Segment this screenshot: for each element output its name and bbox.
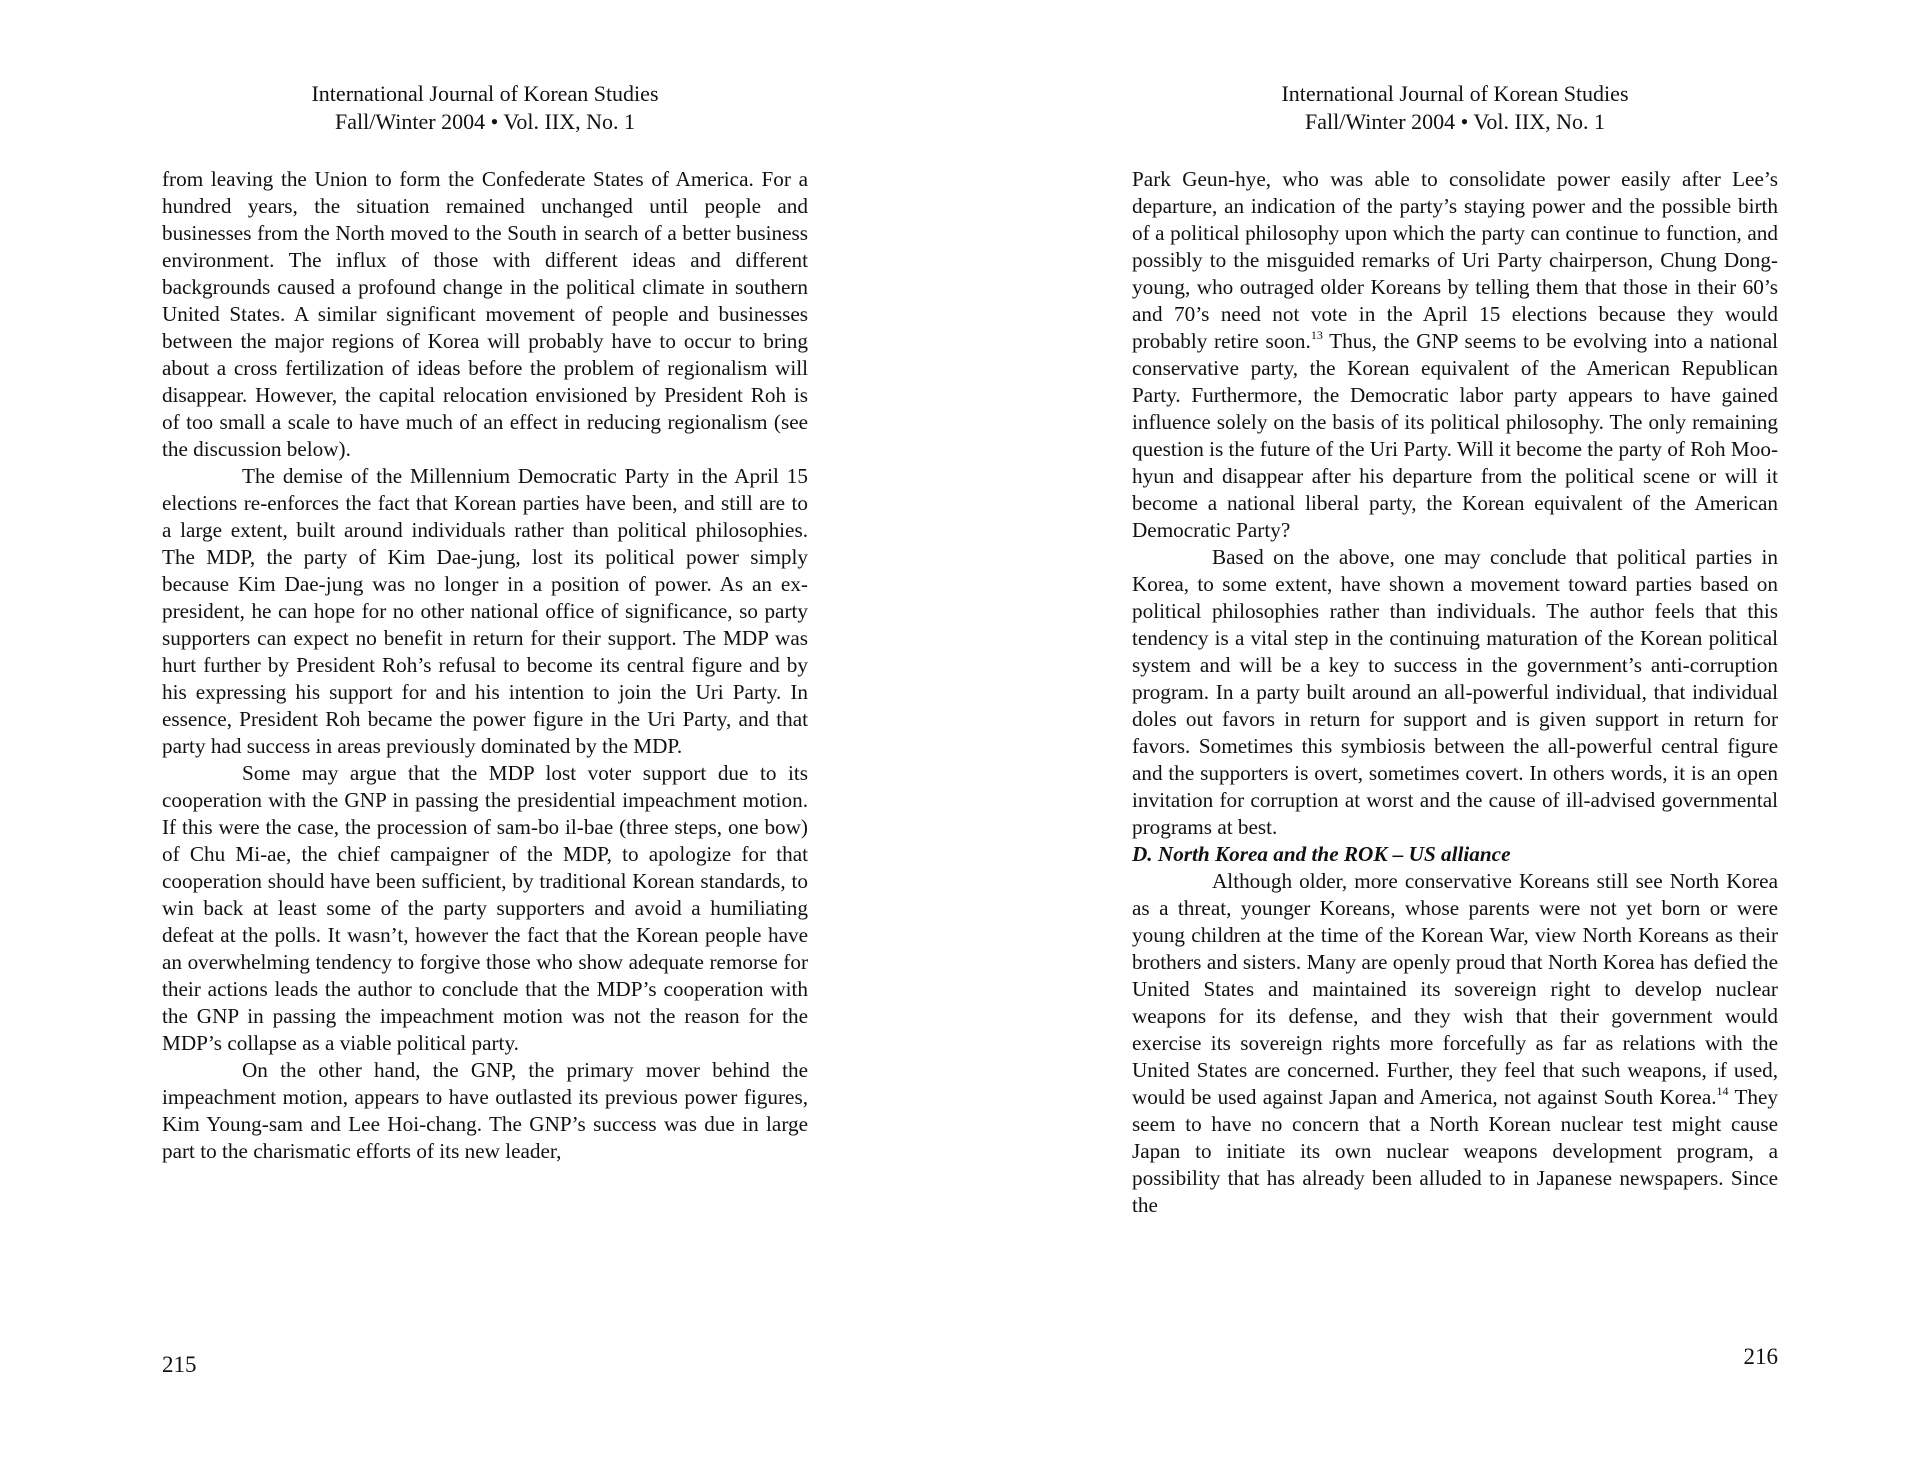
page-number: 216 xyxy=(1743,1344,1778,1369)
running-header-right xyxy=(1132,80,1778,136)
paragraph-text: Thus, the GNP seems to be evolving into a national conservative party, the Korean equivalent of the American Republican Party. Furthermore, the Democratic labor party appears to have gained influence solely on the basis of its political philosophy. The only remaining question is the future of the Uri Party. Will it become the party of Roh Moo-hyun and disappear after his departure from the political scene or will it become a national liberal party, the Korean equivalent of the American Democratic Party? xyxy=(1132,329,1778,542)
left-page-body xyxy=(162,166,808,1165)
footnote-ref-13: 13 xyxy=(1310,328,1323,342)
paragraph-text: Although older, more conservative Koreans still see North Korea as a threat, younger Koreans, whose parents were not yet born or were young children at the time of the Korean War, view North Koreans as their brothers and sisters. Many are openly proud that North Korea has defied the United States and maintained its sovereign right to develop nuclear weapons for its defense, and they wish that their government would exercise its sovereign rights more forcefully as far as relations with the United States are concerned. Further, they feel that such weapons, if used, would be used against Japan and America, not against South Korea. xyxy=(1132,869,1778,1109)
paragraph xyxy=(1132,166,1778,544)
right-page-body xyxy=(1132,166,1778,1219)
journal-title: International Journal of Korean Studies xyxy=(311,81,659,106)
footnote-ref-14: 14 xyxy=(1716,1084,1729,1098)
paragraph-text: They seem to have no concern that a North Korean nuclear test might cause Japan to initiate its own nuclear weapons development program, a possibility that has already been alluded to in Japanese newspapers. Since the xyxy=(1132,1085,1779,1217)
paragraph-text: Park Geun-hye, who was able to consolidate power easily after Lee’s departure, an indication of the party’s staying power and the possible birth of a political philosophy upon which the party can continue to function, and possibly to the misguided remarks of Uri Party chairperson, Chung Dong-young, who outraged older Koreans by telling them that those in their 60’s and 70’s need not vote in the April 15 elections because they would probably retire soon. xyxy=(1132,167,1778,353)
issue-info: Fall/Winter 2004 • Vol. IIX, No. 1 xyxy=(335,109,635,134)
section-heading: D. North Korea and the ROK – US alliance xyxy=(1132,842,1511,866)
paragraph: The demise of the Millennium Democratic Party in the April 15 elections re-enforces the fact that Korean parties have been, and still are to a large extent, built around individuals rather than political philosophies. The MDP, the party of Kim Dae-jung, lost its political power simply because Kim Dae-jung was no longer in a position of power. As an ex-president, he can hope for no other national office of significance, so party supporters can expect no benefit in return for their support. The MDP was hurt further by President Roh’s refusal to become its central figure and by his expressing his support for and his intention to join the Uri Party. In essence, President Roh became the power figure in the Uri Party, and that party had success in areas previously dominated by the MDP. xyxy=(162,464,808,758)
paragraph: Some may argue that the MDP lost voter support due to its cooperation with the GNP in passing the presidential impeachment motion. If this were the case, the procession of sam-bo il-bae (three steps, one bow) of Chu Mi-ae, the chief campaigner of the MDP, to apologize for that cooperation should have been sufficient, by traditional Korean standards, to win back at least some of the party supporters and avoid a humiliating defeat at the polls. It wasn’t, however the fact that the Korean people have an overwhelming tendency to forgive those who show adequate remorse for their actions leads the author to conclude that the MDP’s cooperation with the GNP in passing the impeachment motion was not the reason for the MDP’s collapse as a viable political party. xyxy=(162,761,808,1055)
paragraph: from leaving the Union to form the Confederate States of America. For a hundred years, the situation remained unchanged until people and businesses from the North moved to the South in search of a better business environment. The influx of those with different ideas and different backgrounds caused a profound change in the political climate in southern United States. A similar significant movement of people and businesses between the major regions of Korea will probably have to occur to bring about a cross fertilization of ideas before the problem of regionalism will disappear. However, the capital relocation envisioned by President Roh is of too small a scale to have much of an effect in reducing regionalism (see the discussion below). xyxy=(162,167,808,461)
right-page xyxy=(1132,0,1778,1484)
issue-info: Fall/Winter 2004 • Vol. IIX, No. 1 xyxy=(1305,109,1605,134)
paragraph: Based on the above, one may conclude that political parties in Korea, to some extent, have shown a movement toward parties based on political philosophies rather than individuals. The author feels that this tendency is a vital step in the continuing maturation of the Korean political system and will be a key to success in the government’s anti-corruption program. In a party built around an all-powerful individual, that individual doles out favors in return for support and is given support in return for favors. Sometimes this symbiosis between the all-powerful central figure and the supporters is overt, sometimes covert. In others words, it is an open invitation for corruption at worst and the cause of ill-advised governmental programs at best. xyxy=(1132,545,1778,839)
journal-title: International Journal of Korean Studies xyxy=(1281,81,1629,106)
paragraph xyxy=(1132,868,1778,1219)
page-number: 215 xyxy=(162,1352,197,1377)
left-page xyxy=(162,0,808,1484)
running-header-left xyxy=(162,80,808,136)
paragraph: On the other hand, the GNP, the primary mover behind the impeachment motion, appears to have outlasted its previous power figures, Kim Young-sam and Lee Hoi-chang. The GNP’s success was due in large part to the charismatic efforts of its new leader, xyxy=(162,1058,808,1163)
